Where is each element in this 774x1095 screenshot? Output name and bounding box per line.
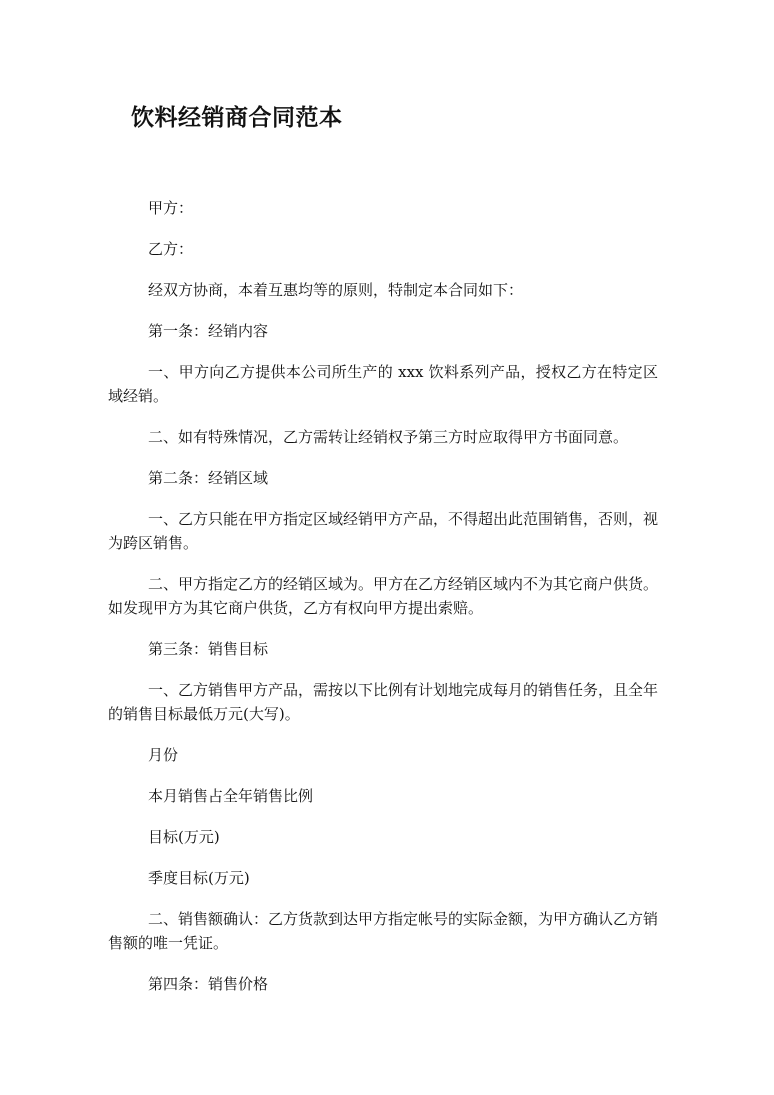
clause-paragraph: 一、甲方向乙方提供本公司所生产的 xxx 饮料系列产品，授权乙方在特定区域经销。 — [108, 363, 658, 405]
table-label-month: 月份 — [148, 746, 179, 764]
table-label-target: 目标(万元) — [148, 828, 220, 846]
clause-paragraph: 二、销售额确认：乙方货款到达甲方指定帐号的实际金额，为甲方确认乙方销售额的唯一凭证。 — [108, 910, 659, 952]
party-b-line: 乙方： — [148, 240, 194, 258]
clause-paragraph: 二、甲方指定乙方的经销区域为。甲方在乙方经销区域内不为其它商户供货。如发现甲方为其它商户供货，乙方有权向甲方提出索赔。 — [108, 575, 659, 617]
party-a-line: 甲方： — [148, 199, 194, 217]
document-title: 饮料经销商合同范本 — [131, 104, 343, 131]
article-heading: 第四条：销售价格 — [148, 975, 269, 993]
preamble-paragraph: 经双方协商，本着互惠均等的原则，特制定本合同如下： — [148, 281, 524, 299]
clause-paragraph: 二、如有特殊情况，乙方需转让经销权予第三方时应取得甲方书面同意。 — [148, 428, 629, 446]
document-body — [108, 196, 658, 1013]
article-heading: 第三条：销售目标 — [148, 640, 269, 658]
article-heading: 第二条：经销区域 — [148, 469, 269, 487]
table-label-quarter-target: 季度目标(万元) — [148, 869, 250, 887]
clause-paragraph: 一、乙方只能在甲方指定区域经销甲方产品，不得超出此范围销售，否则，视为跨区销售。 — [108, 510, 659, 552]
clause-paragraph: 一、乙方销售甲方产品，需按以下比例有计划地完成每月的销售任务，且全年的销售目标最低万元(大写)。 — [108, 681, 659, 723]
article-heading: 第一条：经销内容 — [148, 322, 269, 340]
table-label-ratio: 本月销售占全年销售比例 — [148, 787, 314, 805]
